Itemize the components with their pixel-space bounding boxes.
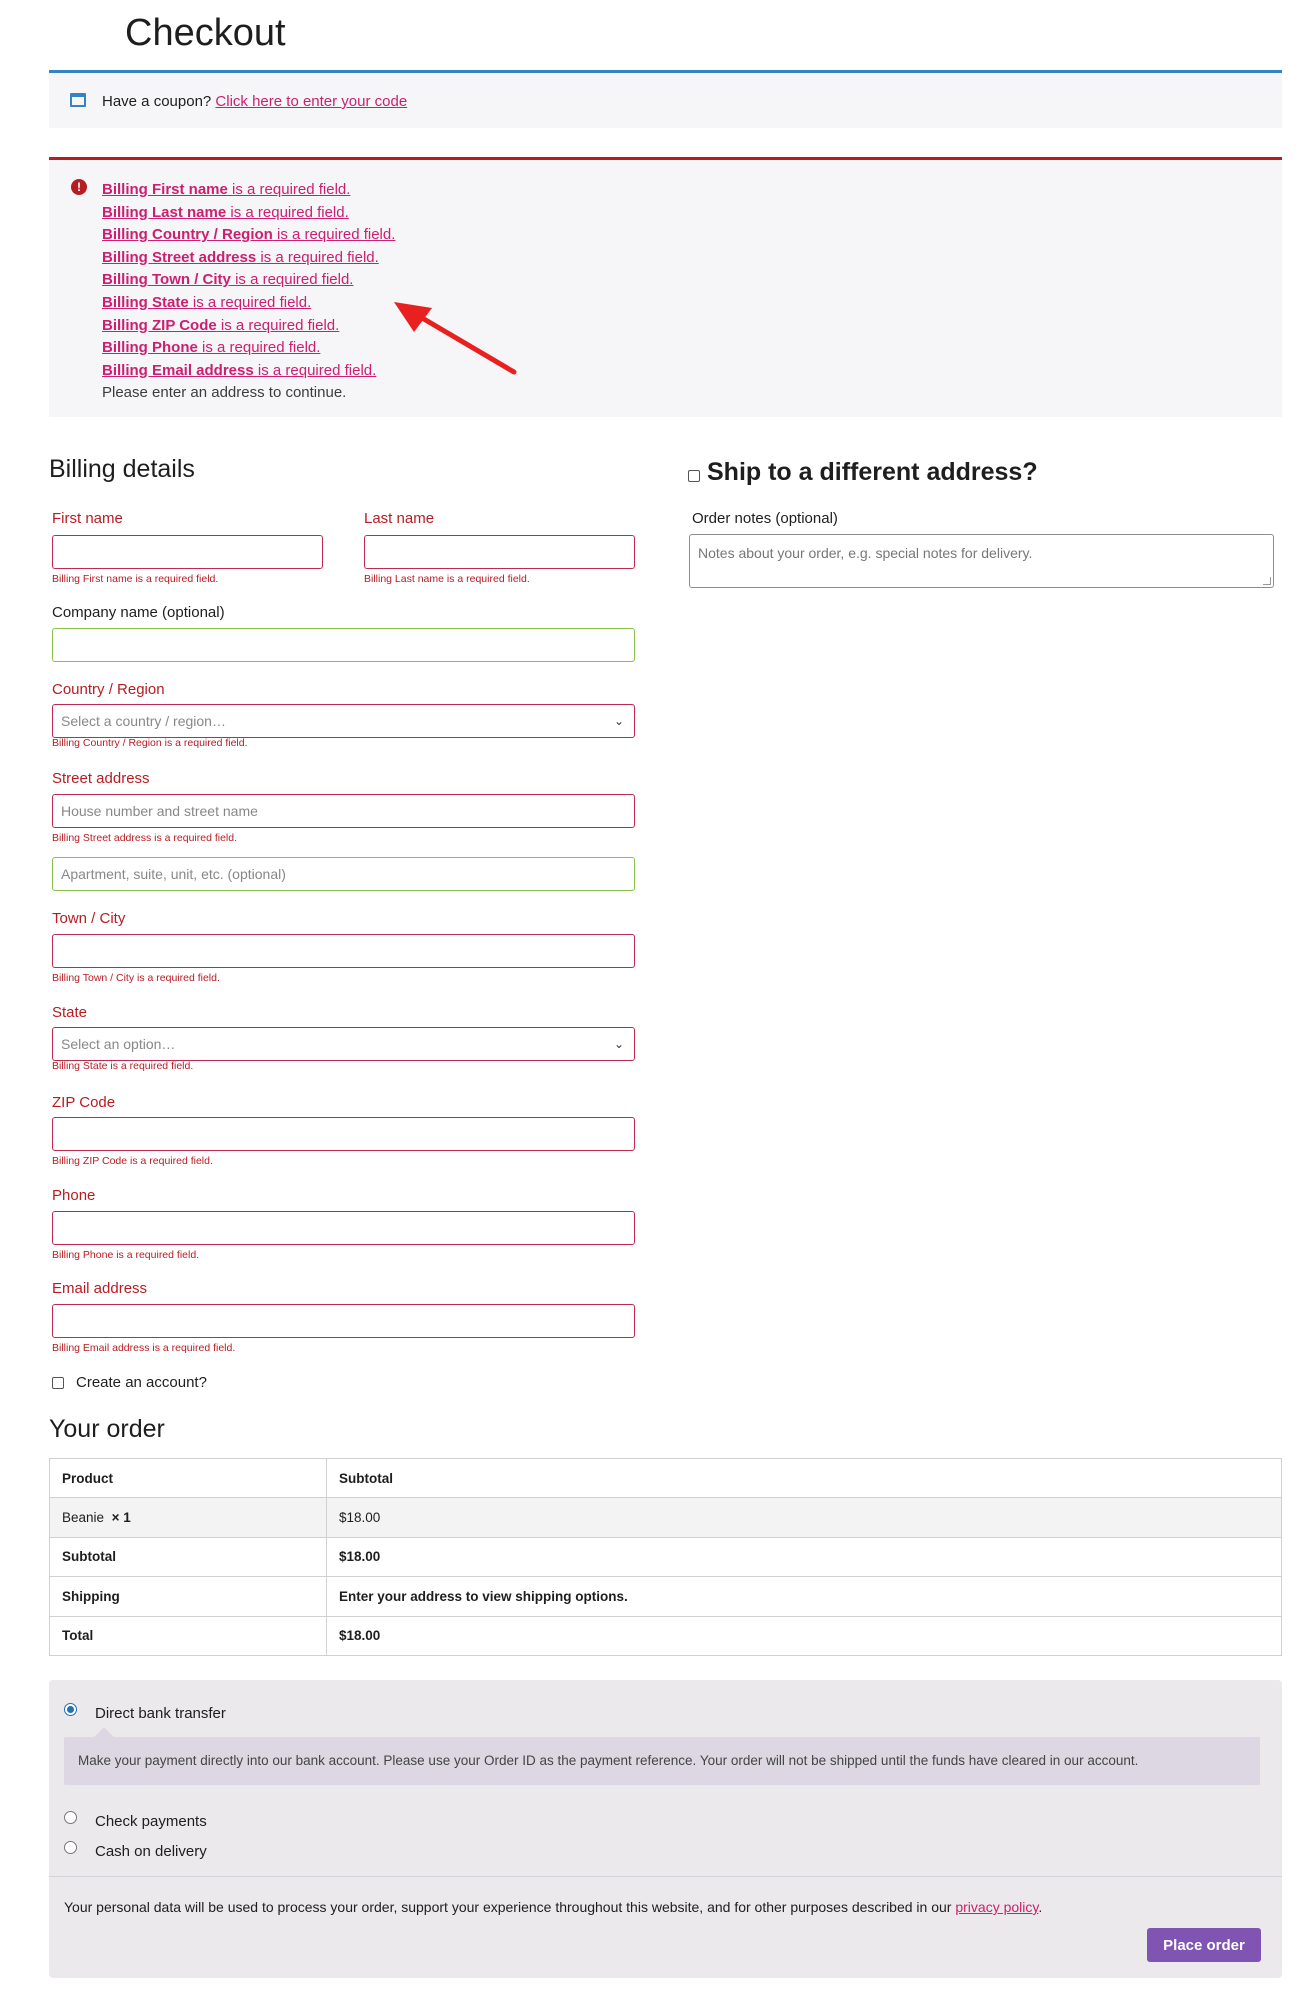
last-name-error: Billing Last name is a required field.: [364, 573, 530, 585]
error-item: [102, 337, 395, 360]
phone-label: Phone: [52, 1187, 96, 1204]
street-label: Street address: [52, 770, 150, 787]
table-row: [50, 1616, 1282, 1655]
billing-heading: Billing details: [49, 455, 195, 483]
your-order-heading: Your order: [49, 1415, 165, 1443]
order-notes-placeholder: Notes about your order, e.g. special notes for delivery.: [698, 545, 1033, 561]
order-notes-label: Order notes (optional): [692, 510, 838, 527]
payment-radio-bank[interactable]: [64, 1703, 77, 1716]
error-link-phone[interactable]: Billing Phone is a required field.: [102, 339, 321, 357]
error-item: [102, 202, 395, 225]
error-link-email[interactable]: Billing Email address is a required field.: [102, 361, 377, 379]
bank-description: Make your payment directly into our bank account. Please use your Order ID as the payment reference. Your order will not be shipped until the funds have cleared in our account.: [64, 1737, 1260, 1785]
zip-error: Billing ZIP Code is a required field.: [52, 1155, 213, 1167]
col-subtotal: Subtotal: [327, 1459, 1282, 1498]
email-label: Email address: [52, 1280, 148, 1297]
company-input[interactable]: [52, 628, 635, 662]
resize-handle-icon[interactable]: [1263, 577, 1271, 585]
privacy-notice: Your personal data will be used to process your order, support your experience throughout this website, and for other purposes described in our privacy policy.: [64, 1899, 1043, 1915]
email-error: Billing Email address is a required field.: [52, 1342, 236, 1354]
ship-different-heading[interactable]: Ship to a different address?: [707, 458, 1038, 486]
phone-input[interactable]: [52, 1211, 635, 1245]
phone-error: Billing Phone is a required field.: [52, 1249, 200, 1261]
item-qty: × 1: [111, 1510, 131, 1526]
state-label: State: [52, 1004, 88, 1021]
error-item: [102, 360, 395, 383]
error-link-city[interactable]: Billing Town / City is a required field.: [102, 271, 354, 289]
city-input[interactable]: [52, 934, 635, 968]
error-item: [102, 179, 395, 202]
total-value: $18.00: [327, 1616, 1282, 1655]
error-link-first-name[interactable]: Billing First name is a required field.: [102, 181, 351, 198]
error-item: [102, 292, 395, 315]
error-link-country[interactable]: Billing Country / Region is a required field.: [102, 226, 396, 244]
shipping-label: Shipping: [50, 1577, 327, 1616]
error-item: [102, 269, 395, 292]
zip-input[interactable]: [52, 1117, 635, 1151]
ship-different-checkbox[interactable]: [688, 470, 700, 482]
payment-radio-cod[interactable]: [64, 1841, 77, 1854]
item-cell: [50, 1498, 327, 1537]
shipping-value: Enter your address to view shipping options.: [327, 1577, 1282, 1616]
payment-radio-check[interactable]: [64, 1811, 77, 1824]
table-row: [50, 1577, 1282, 1616]
company-label: Company name (optional): [52, 604, 225, 621]
zip-label: ZIP Code: [52, 1094, 116, 1111]
error-icon: !: [71, 179, 87, 195]
col-product: Product: [50, 1459, 327, 1498]
state-placeholder: Select an option…: [61, 1036, 176, 1052]
country-label: Country / Region: [52, 681, 165, 698]
chevron-down-icon: ⌄: [613, 714, 624, 728]
subtotal-label: Subtotal: [50, 1537, 327, 1576]
place-order-button[interactable]: Place order: [1147, 1928, 1261, 1962]
coupon-prompt: Have a coupon?: [102, 93, 212, 110]
error-list: [102, 179, 395, 405]
error-item: [102, 247, 395, 270]
annotation-arrow-icon: [392, 300, 522, 380]
error-link-last-name[interactable]: Billing Last name is a required field.: [102, 203, 349, 221]
error-link-zip[interactable]: Billing ZIP Code is a required field.: [102, 316, 340, 334]
coupon-text: [102, 93, 407, 110]
item-name: Beanie: [62, 1510, 105, 1526]
create-account-label[interactable]: Create an account?: [76, 1374, 207, 1391]
address-message: Please enter an address to continue.: [102, 384, 347, 402]
country-select[interactable]: [52, 704, 635, 738]
city-label: Town / City: [52, 910, 126, 927]
item-price: $18.00: [327, 1498, 1282, 1537]
privacy-text: Your personal data will be used to process your order, support your experience throughout this website, and for other purposes described in our: [64, 1899, 952, 1915]
create-account-checkbox[interactable]: [52, 1377, 64, 1389]
first-name-label: First name: [52, 510, 123, 527]
table-header-row: [50, 1459, 1282, 1498]
payment-label-check[interactable]: Check payments: [95, 1813, 207, 1830]
total-label: Total: [50, 1616, 327, 1655]
page-title: Checkout: [125, 12, 286, 54]
city-error: Billing Town / City is a required field.: [52, 972, 220, 984]
last-name-label: Last name: [364, 510, 435, 527]
error-item: [102, 315, 395, 338]
privacy-policy-link[interactable]: privacy policy: [955, 1899, 1039, 1915]
state-select[interactable]: [52, 1027, 635, 1061]
error-link-state[interactable]: Billing State is a required field.: [102, 293, 312, 311]
country-error: Billing Country / Region is a required field.: [52, 737, 248, 749]
table-row: [50, 1537, 1282, 1576]
street2-input[interactable]: [52, 857, 635, 891]
street-input[interactable]: [52, 794, 635, 828]
first-name-input[interactable]: [52, 535, 323, 569]
subtotal-value: $18.00: [327, 1537, 1282, 1576]
order-table: [49, 1458, 1282, 1656]
payment-label-bank[interactable]: Direct bank transfer: [95, 1705, 226, 1722]
calendar-icon: [70, 93, 86, 107]
divider: [49, 1876, 1282, 1877]
payment-label-cod[interactable]: Cash on delivery: [95, 1843, 207, 1860]
error-item: [102, 224, 395, 247]
street-error: Billing Street address is a required field.: [52, 832, 238, 844]
order-notes-textarea[interactable]: [689, 534, 1274, 588]
email-input[interactable]: [52, 1304, 635, 1338]
payment-section: [49, 1680, 1282, 1978]
state-error: Billing State is a required field.: [52, 1060, 194, 1072]
error-link-street[interactable]: Billing Street address is a required field.: [102, 248, 379, 266]
coupon-link[interactable]: Click here to enter your code: [215, 93, 408, 110]
chevron-down-icon: ⌄: [613, 1037, 624, 1051]
coupon-notice: [49, 70, 1282, 128]
table-row: [50, 1498, 1282, 1537]
last-name-input[interactable]: [364, 535, 635, 569]
country-placeholder: Select a country / region…: [61, 713, 226, 729]
first-name-error: Billing First name is a required field.: [52, 573, 219, 585]
error-notice: [49, 157, 1282, 417]
